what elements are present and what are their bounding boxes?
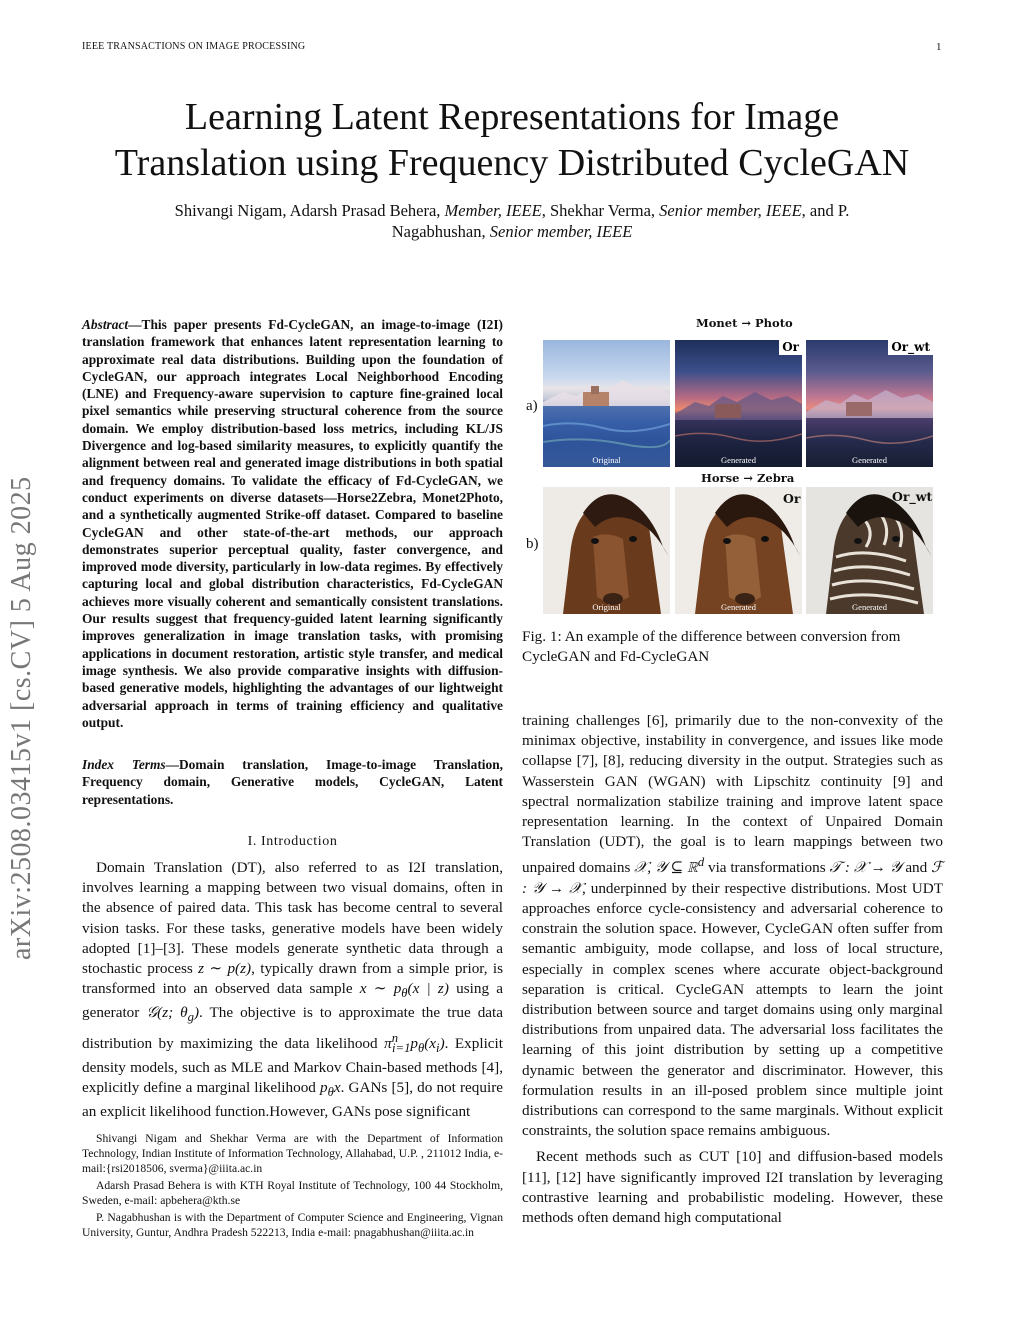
cyclegan-generated-sunset-image: [675, 340, 802, 467]
math-likelihood-i: i: [436, 1040, 440, 1055]
tag-or-wt: Or_wt: [888, 340, 933, 355]
right-column-text: [522, 711, 943, 1234]
math-marginal-theta: θ: [327, 1085, 334, 1100]
figure-row-b-label: b): [526, 536, 539, 552]
paper-title: [60, 94, 964, 186]
horse-art-1: [543, 487, 670, 614]
figure-row-a-title: Monet → Photo: [696, 316, 793, 330]
math-marginal: [320, 1079, 341, 1100]
math-likelihood-sub: i=1: [392, 1040, 411, 1055]
footnote-1: Shivangi Nigam and Shekhar Verma are with the Department of Information Technology, Indian Institute of Information Technology, Allahabad, U.P. , 211012 India, e-mail:{rsi2018506, sverma}@iiita.ac.in: [82, 1132, 503, 1175]
tag-or-outside: Or: [783, 491, 801, 506]
running-header: IEEE TRANSACTIONS ON IMAGE PROCESSING: [82, 41, 306, 52]
math-transform-t: 𝒯 : 𝒳 → 𝒴: [829, 859, 902, 877]
tag-or-wt-outside: Or_wt: [892, 489, 933, 504]
intro-text-3: using a generator: [82, 980, 503, 1022]
section-heading: I. Introduction: [247, 834, 338, 849]
math-likelihood-sup: n: [391, 1030, 399, 1045]
cyclegan-generated-horse-image: [675, 487, 802, 614]
horse-original-caption: Original: [592, 602, 621, 612]
intro-paragraph: [82, 858, 503, 1123]
generated-caption-a1: Generated: [721, 455, 756, 465]
author-list: [100, 200, 924, 242]
abstract-body: —This paper presents Fd-CycleGAN, an image-to-image (I2I) translation framework that enhances latent representation learning to approximate real data distributions. Building upon the foundation of CycleGAN, our approach integrates Local Neighborhood Encoding (LNE) and Frequency-aware supervision to capture fine-grained local pixel semantics while preserving structural coherence from the source domain. We employ distribution-based loss metrics, including KL/JS Divergence and log-based similarity measures, to explicitly quantify the alignment between real and generated image distributions in both spatial and frequency domains. To validate the efficacy of Fd-CycleGAN, we conduct experiments on diverse datasets—Horse2Zebra, Monet2Photo, and a synthetically augmented Strike-off dataset. Compared to baseline CycleGAN and other state-of-the-art methods, our approach demonstrates superior perceptual quality, faster convergence, and improved mode diversity, particularly in low-data regimes. By effectively capturing local and global distribution characteristics, Fd-CycleGAN achieves more visually coherent and semantically consistent translations. Our results suggest that frequency-guided latent learning significantly improves generalization in image translation tasks, with promising applications in document restoration, artistic style transfer, and medical image synthesis. We also provide comparative insights with diffusion-based generative models, highlighting the advantages of our lightweight adversarial approach in terms of training efficiency and qualitative output.: [82, 317, 503, 730]
math-generator-a: 𝒢(z; θ: [146, 1004, 188, 1022]
math-domains-sup: d: [697, 855, 705, 870]
math-x-sample-c: (x | z): [407, 980, 449, 998]
math-generator-sub: g: [187, 1010, 194, 1025]
math-likelihood-x: (x: [424, 1034, 437, 1052]
index-terms-body: —Domain translation, Image-to-image Translation, Frequency domain, Generative models, CycleGAN, Latent representations.: [82, 757, 503, 807]
math-domains: [634, 855, 705, 877]
author-role-2: Senior member, IEEE: [659, 201, 802, 220]
title-line-2: Translation using Frequency Distributed CycleGAN: [114, 142, 910, 184]
monet-original-caption: Original: [592, 455, 621, 465]
intro-text-5: . Explicit density models, such as MLE and Markov Chain-based methods [4], explicitly define a marginal likelihood: [82, 1034, 503, 1097]
author-names-1: Shivangi Nigam, Adarsh Prasad Behera,: [174, 201, 445, 220]
generated-caption-a2: Generated: [852, 455, 887, 465]
arxiv-stamp: arXiv:2508.03415v1 [cs.CV] 5 Aug 2025: [6, 476, 37, 960]
right-p1-a: training challenges [6], primarily due to the non-convexity of the minimax objective, instability in convergence, and issues like mode collapse [7], [8], reducing diversity in the output. Strategies such as Wasserstein GAN (WGAN) with Lipschitz continuity [9] and spectral normalization stabilize training and improve latent space representation learning. In the context of Unpaired Domain Translation (UDT), the goal is to learn mappings between two unpaired domains: [522, 712, 943, 877]
math-transform-f: ℱ : 𝒴 → 𝒳: [522, 859, 943, 897]
math-x-sample-sub: θ: [401, 986, 408, 1001]
math-marginal-p: p: [320, 1079, 328, 1097]
generated-caption-b1: Generated: [721, 602, 756, 612]
footnote-2: Adarsh Prasad Behera is with KTH Royal Institute of Technology, 100 44 Stockholm, Sweden, e-mail: apbehera@kth.se: [82, 1179, 503, 1207]
fdcyclegan-generated-sunset-image: [806, 340, 933, 467]
figure-row-a-label: a): [526, 398, 538, 414]
fdcyclegan-generated-zebra-image: [806, 487, 933, 614]
author-role-1: Member, IEEE: [444, 201, 542, 220]
author-names-3: , and P.: [801, 201, 850, 220]
math-likelihood-theta: θ: [418, 1040, 425, 1055]
right-paragraph-1: [522, 711, 943, 1141]
index-terms-lead: Index Terms: [82, 757, 166, 772]
math-generator-c: ): [193, 1004, 200, 1022]
math-likelihood: [384, 1030, 445, 1055]
author-role-4: Senior member, IEEE: [489, 222, 633, 241]
monet-original-art: [543, 340, 670, 467]
math-domains-a: 𝒳, 𝒴 ⊆ ℝ: [634, 859, 698, 877]
math-x-sample-a: x ∼ p: [359, 980, 402, 998]
index-terms: [82, 756, 503, 808]
horse-original-image: [543, 487, 670, 614]
math-z-prior: z ∼ p(z): [198, 960, 252, 978]
math-likelihood-close: ): [439, 1034, 445, 1052]
author-names-4: Nagabhushan,: [391, 222, 490, 241]
math-x-sample: [359, 980, 449, 1001]
monet-original-image: [543, 340, 670, 467]
math-likelihood-p: p: [410, 1034, 418, 1052]
abstract: [82, 316, 503, 731]
zebra-art: [806, 487, 933, 614]
math-marginal-x: x: [333, 1079, 341, 1097]
sunset-art-1: [675, 340, 802, 467]
page-number: 1: [936, 41, 942, 53]
right-paragraph-2: Recent methods such as CUT [10] and diffusion-based models [11], [12] have significantly improved I2I translation by leveraging contrastive learning and probabilistic modeling. However, these methods often demand high computational: [522, 1148, 943, 1226]
right-p1-b: via transformations: [704, 859, 830, 877]
intro-text-2: , typically drawn from a simple prior, is transformed into an observed data sample: [82, 960, 504, 998]
sunset-art-2: [806, 340, 933, 467]
intro-text-6: . GANs [5], do not require an explicit likelihood function.However, GANs pose significant: [82, 1079, 503, 1121]
generated-caption-b2: Generated: [852, 602, 887, 612]
math-likelihood-pi: π: [384, 1034, 392, 1052]
author-names-2: , Shekhar Verma,: [541, 201, 660, 220]
title-line-1: Learning Latent Representations for Image: [184, 96, 840, 138]
figure-row-b-title: Horse → Zebra: [701, 471, 795, 485]
right-p1-c: and: [901, 859, 932, 877]
footnote-3: P. Nagabhushan is with the Department of Computer Science and Engineering, Vignan University, Guntur, Andhra Pradesh 522213, India e-mail: pnagabhushan@iiita.ac.in: [82, 1211, 503, 1239]
right-p1-d: , underpinned by their respective distributions. Most UDT approaches enforce cycle-consistency and adversarial coherence to constrain the solution space. However, CycleGAN often suffer from semantic ambiguity, mode collapse, and loss of local structure, especially in complex scenes where accurate object-background separation is critical. CycleGAN attempts to learn the joint distribution between source and target domains using only marginal distributions from unpaired data. The adversarial loss facilitates the learning of this joint distribution by setting up a competitive dynamic between the generator and discriminator. However, this formulation results in an ill-posed problem since multiple joint distributions can correspond to the same marginals. Without explicit constraints, the solution space remains ambiguous.: [522, 879, 943, 1140]
abstract-lead: Abstract: [82, 317, 129, 332]
horse-art-2: [675, 487, 802, 614]
intro-text-4: . The objective is to approximate the true data distribution by maximizing the data likelihood: [82, 1004, 503, 1052]
math-generator: [146, 1004, 200, 1025]
intro-text-1: Domain Translation (DT), also referred to as I2I translation, involves learning a mapping between two visual domains, often in the absence of paired data. This task has become central to several vision tasks. For these tasks, generative models have been widely adopted [1]–[3]. These models generate synthetic data through a stochastic process: [82, 859, 503, 978]
footnotes: [82, 1131, 503, 1242]
figure-caption: Fig. 1: An example of the difference between conversion from CycleGAN and Fd-CycleGAN: [522, 628, 901, 665]
tag-or: Or: [779, 340, 802, 355]
